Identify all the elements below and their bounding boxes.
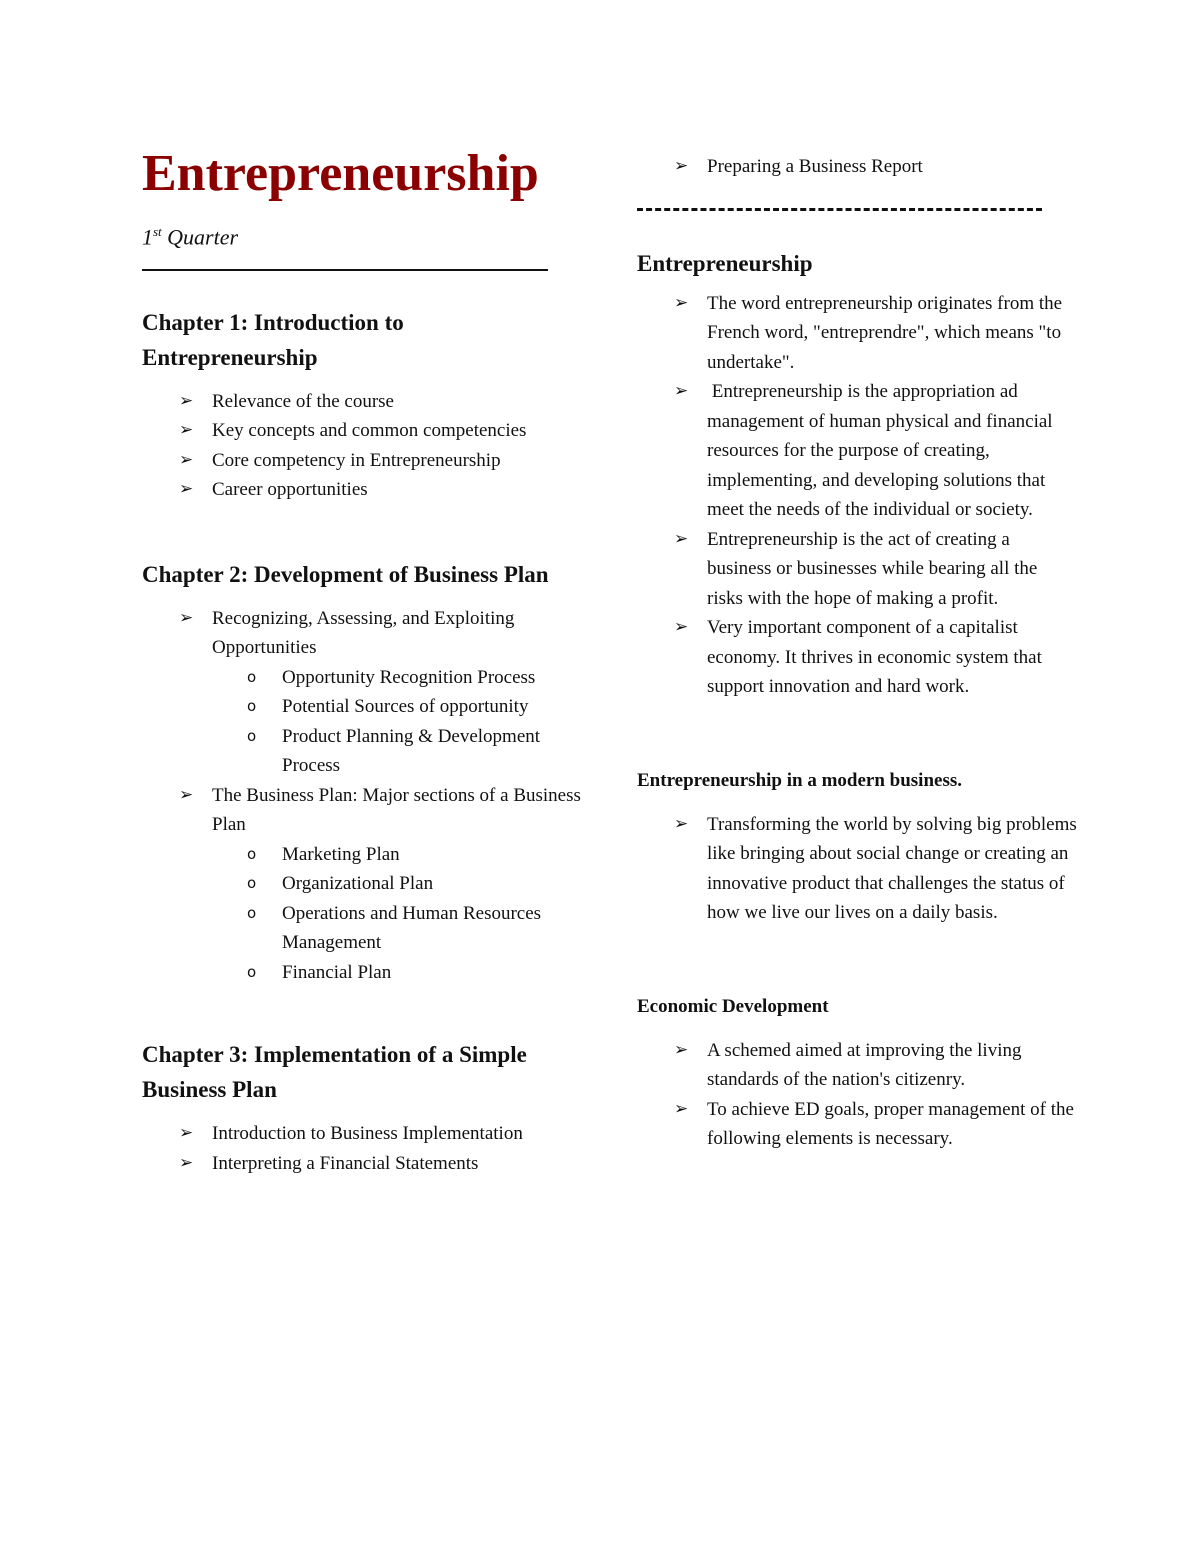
list-item-text: Entrepreneurship is the appropriation ad management of human physical and financial resources for the purpose of creating, implementing, and developing solutions that meet the needs of the individual or society. <box>707 381 1058 520</box>
section-economic-development-list <box>637 1036 1077 1154</box>
sub-item-text: Organizational Plan <box>282 873 434 895</box>
arrow-bullet-icon: ➢ <box>674 156 689 176</box>
continued-list <box>637 152 1077 182</box>
chapter-2-heading: Chapter 2: Development of Business Plan <box>142 561 549 587</box>
sub-item-text: Financial Plan <box>282 961 392 983</box>
section-entrepreneurship-heading: Entrepreneurship <box>637 250 813 276</box>
sub-list-item <box>142 958 582 988</box>
document-title: Entrepreneurship <box>142 145 539 202</box>
title-divider <box>142 269 548 271</box>
list-item <box>142 475 582 505</box>
arrow-bullet-icon: ➢ <box>674 381 689 401</box>
arrow-bullet-icon: ➢ <box>179 420 194 441</box>
sub-list-item <box>142 899 582 958</box>
list-item <box>142 781 582 988</box>
list-item <box>637 613 1077 702</box>
list-item-text: Key concepts and common competencies <box>212 420 527 442</box>
list-item <box>142 604 582 781</box>
sub-list <box>142 840 582 988</box>
circle-bullet-icon: o <box>247 903 257 922</box>
list-item-text: Relevance of the course <box>212 390 394 412</box>
arrow-bullet-icon: ➢ <box>179 784 194 805</box>
list-item-text: Core competency in Entrepreneurship <box>212 449 501 471</box>
list-item-text: Entrepreneurship is the act of creating a business or businesses while bearing all the risks with the hope of making a profit. <box>707 528 1038 609</box>
section-modern-business-list <box>637 810 1077 928</box>
list-item <box>142 1119 582 1149</box>
quarter-text: Quarter <box>167 224 239 250</box>
circle-bullet-icon: o <box>247 874 257 893</box>
dashed-divider <box>637 208 1042 211</box>
list-item <box>637 377 1077 525</box>
list-item-text: Introduction to Business Implementation <box>212 1123 523 1145</box>
left-column <box>142 140 582 1178</box>
chapter-1-list <box>142 387 582 505</box>
list-item-text: The word entrepreneurship originates from the French word, "entreprendre", which means "to undertake". <box>707 292 1063 373</box>
list-item <box>142 416 582 446</box>
list-item <box>637 1095 1077 1154</box>
chapter-3-heading: Chapter 3: Implementation of a Simple Business Plan <box>142 1042 527 1103</box>
sub-list-item <box>142 722 582 781</box>
arrow-bullet-icon: ➢ <box>674 813 689 834</box>
circle-bullet-icon: o <box>247 726 257 745</box>
arrow-bullet-icon: ➢ <box>179 607 194 628</box>
list-item <box>637 810 1077 928</box>
circle-bullet-icon: o <box>247 844 257 863</box>
list-item-text: Interpreting a Financial Statements <box>212 1152 479 1174</box>
section-economic-development-heading: Economic Development <box>637 995 829 1017</box>
sub-item-text: Potential Sources of opportunity <box>282 696 529 718</box>
arrow-bullet-icon: ➢ <box>674 1039 689 1060</box>
list-item-text: A schemed aimed at improving the living standards of the nation's citizenry. <box>707 1039 1022 1090</box>
list-item <box>142 387 582 417</box>
list-item-text: Very important component of a capitalist economy. It thrives in economic system that support innovation and hard work. <box>707 617 1042 697</box>
quarter-number: 1 <box>142 224 153 250</box>
list-item-text: Career opportunities <box>212 479 368 501</box>
list-item-text: The Business Plan: Major sections of a Business Plan <box>212 784 581 836</box>
sub-item-text: Operations and Human Resources Management <box>282 902 542 954</box>
list-item <box>142 446 582 476</box>
list-item <box>637 525 1077 614</box>
arrow-bullet-icon: ➢ <box>179 390 194 411</box>
sub-list-item <box>142 869 582 899</box>
arrow-bullet-icon: ➢ <box>674 528 689 549</box>
arrow-bullet-icon: ➢ <box>179 479 194 500</box>
sub-list-item <box>142 663 582 693</box>
list-item <box>142 1149 582 1179</box>
right-column <box>637 140 1077 1154</box>
quarter-suffix: st <box>153 224 162 239</box>
list-item-text: Recognizing, Assessing, and Exploiting Opportunities <box>212 607 515 659</box>
sub-list-item <box>142 692 582 722</box>
section-modern-business-heading: Entrepreneurship in a modern business. <box>637 769 963 791</box>
sub-item-text: Marketing Plan <box>282 843 400 865</box>
chapter-2-list <box>142 604 582 988</box>
chapter-1-heading: Chapter 1: Introduction to Entrepreneurship <box>142 309 404 370</box>
list-item <box>637 152 1077 182</box>
arrow-bullet-icon: ➢ <box>179 449 194 470</box>
list-item <box>637 1036 1077 1095</box>
section-entrepreneurship-list <box>637 289 1077 702</box>
list-item-text: To achieve ED goals, proper management of the following elements is necessary. <box>707 1098 1074 1149</box>
circle-bullet-icon: o <box>247 962 257 981</box>
sub-item-text: Product Planning & Development Process <box>282 725 541 777</box>
arrow-bullet-icon: ➢ <box>674 1098 689 1119</box>
arrow-bullet-icon: ➢ <box>179 1152 194 1173</box>
arrow-bullet-icon: ➢ <box>674 292 689 313</box>
circle-bullet-icon: o <box>247 697 257 716</box>
list-item-text: Transforming the world by solving big problems like bringing about social change or creating an innovative product that challenges the status of how we live our lives on a daily basis. <box>707 813 1077 923</box>
circle-bullet-icon: o <box>247 667 257 686</box>
arrow-bullet-icon: ➢ <box>674 617 689 637</box>
list-item <box>637 289 1077 378</box>
quarter-label <box>142 224 582 251</box>
sub-list-item <box>142 840 582 870</box>
sub-item-text: Opportunity Recognition Process <box>282 666 536 688</box>
sub-list <box>142 663 582 781</box>
chapter-3-list <box>142 1119 582 1178</box>
list-item-text: Preparing a Business Report <box>707 156 923 177</box>
arrow-bullet-icon: ➢ <box>179 1123 194 1144</box>
